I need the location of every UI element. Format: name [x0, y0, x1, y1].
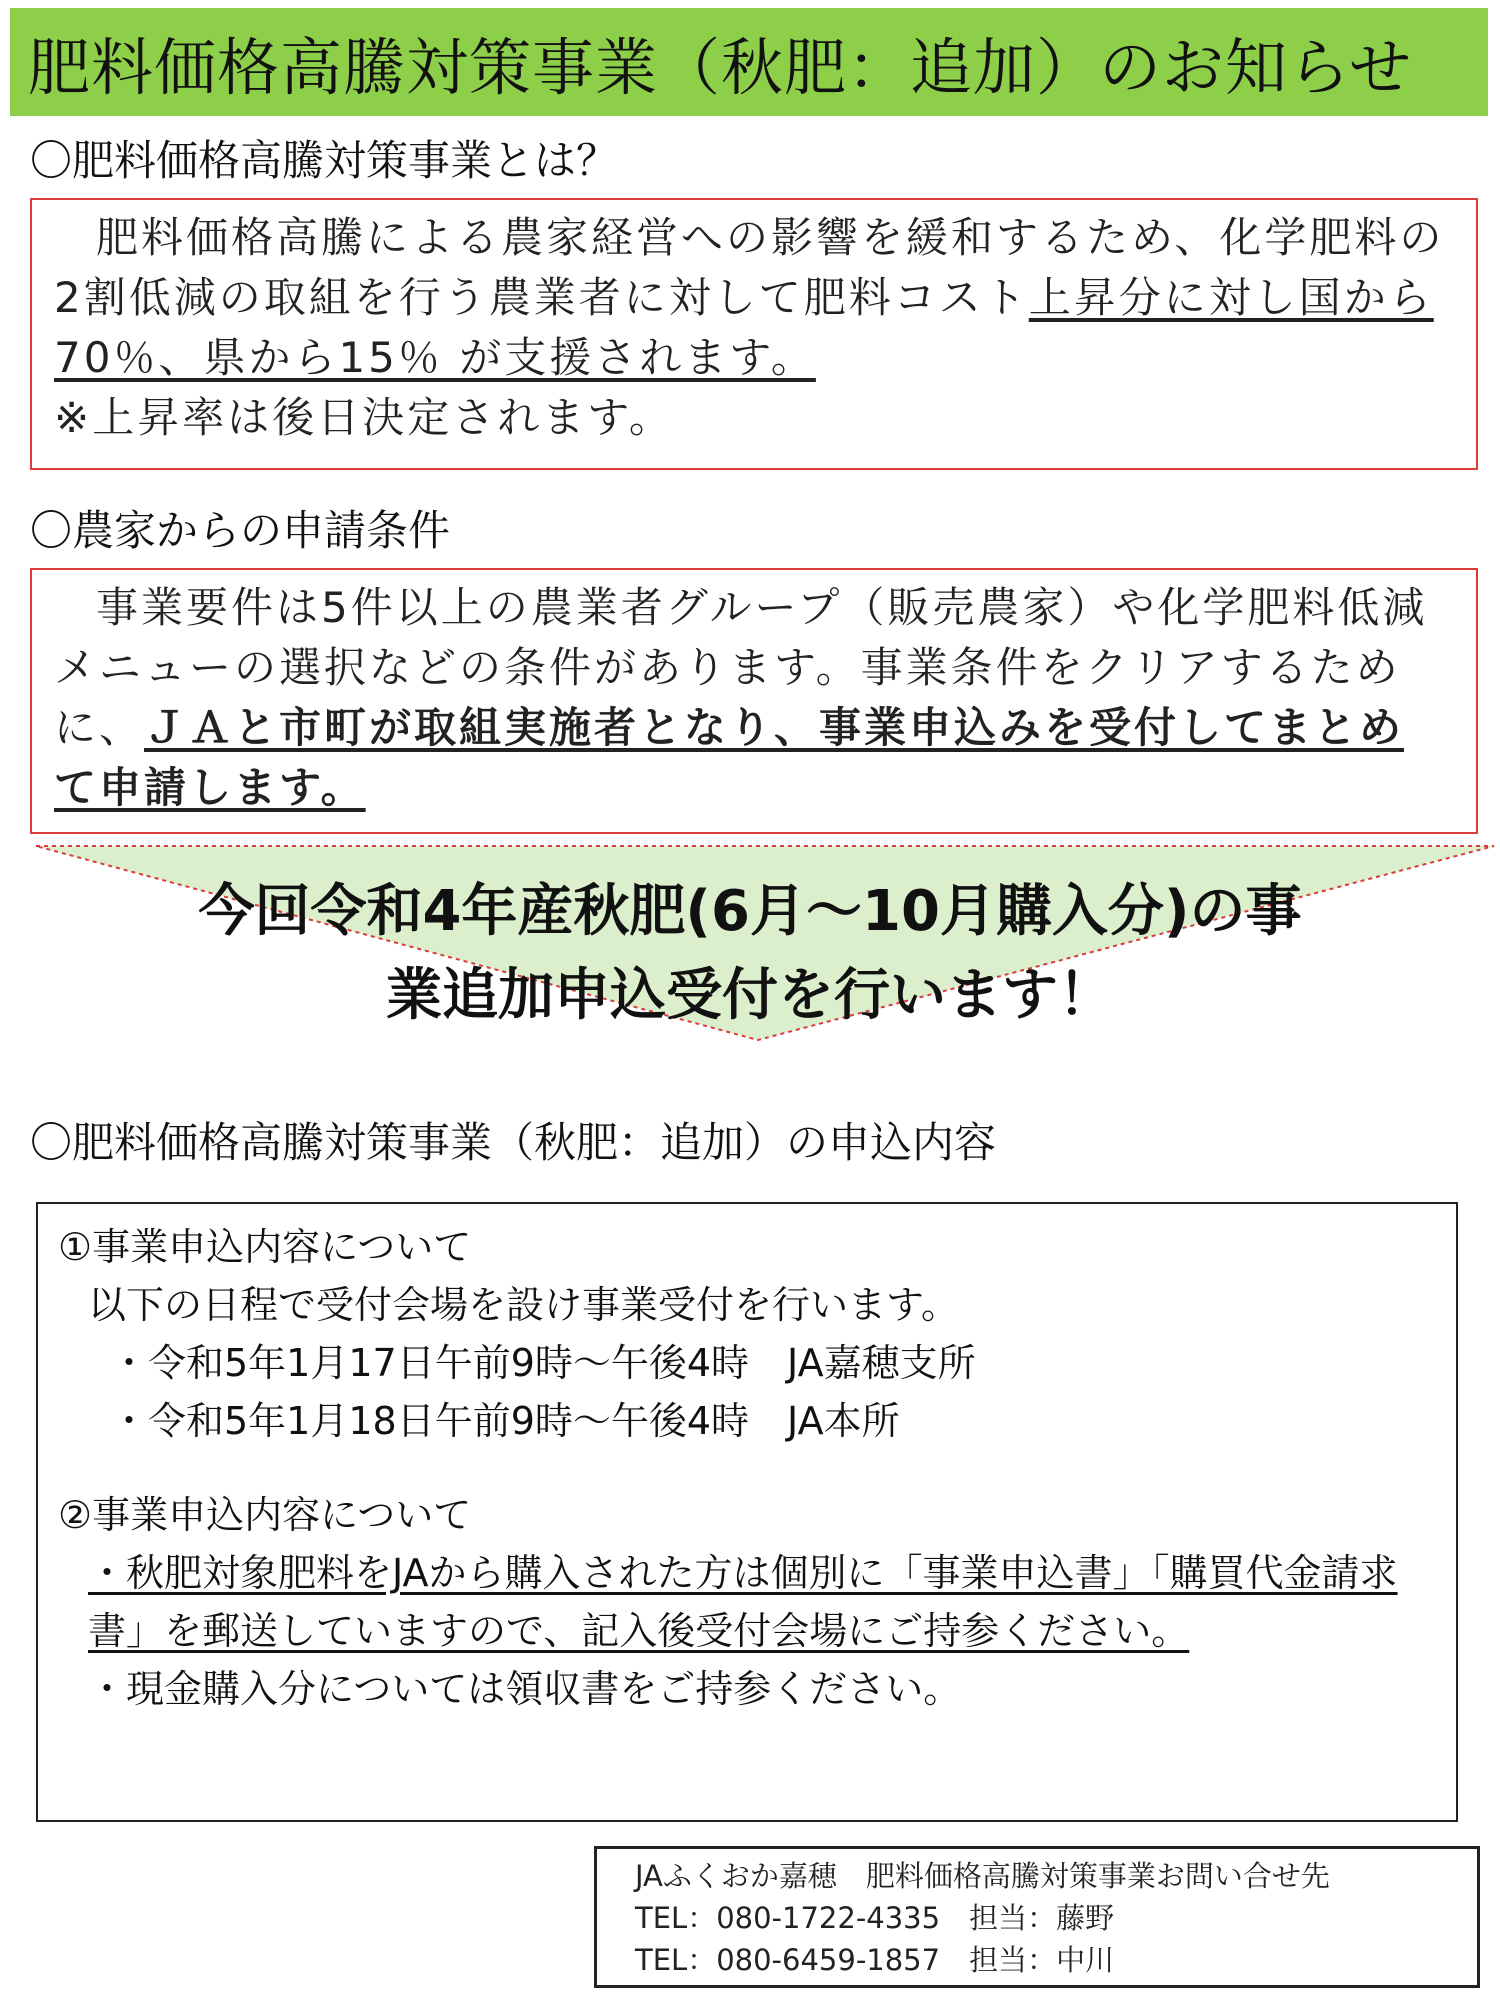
section2-heading: 〇農家からの申請条件 [30, 506, 451, 555]
schedule-1: ・令和5年1月17日午前9時～午後4時 JA嘉穂支所 [110, 1341, 976, 1385]
section2-body: 事業要件は5件以上の農業者グループ（販売農家）や化学肥料低減メニューの選択などの条件があります。事業条件をクリアするために、 [54, 583, 1428, 752]
contact-box [594, 1846, 1480, 1988]
section1-line1: 肥料価格高騰による農家経営への影響を緩和するため、化学肥料の2割低減の取組を行う農業者に対して肥料コスト [54, 213, 1445, 322]
section1-support-text: 上昇分に対し国から70％、県から15％ が支援されます。 [54, 273, 1434, 382]
contact-org: JAふくおか嘉穂 肥料価格高騰対策事業お問い合せ先 [635, 1859, 1330, 1893]
item1-intro: 以下の日程で受付会場を設け事業受付を行います。 [88, 1283, 959, 1327]
item2-title: ②事業申込内容について [58, 1493, 472, 1537]
page-title: 肥料価格高騰対策事業（秋肥：追加）のお知らせ [28, 30, 1413, 104]
announcement-line2: 業追加申込受付を行います！ [386, 963, 1114, 1028]
section2-emphasis: ＪＡと市町が取組実施者となり、事業申込みを受付してまとめて申請します。 [54, 703, 1405, 812]
contact-tel-1: TEL：080-1722-4335 担当：藤野 [635, 1901, 1115, 1935]
announcement-line1: 今回令和4年産秋肥(6月～10月購入分)の事 [198, 879, 1302, 944]
schedule-2: ・令和5年1月18日午前9時～午後4時 JA本所 [110, 1399, 900, 1443]
application-details-box [36, 1202, 1458, 1822]
item2-note2: ・現金購入分については領収書をご持参ください。 [88, 1667, 962, 1711]
item2-note1: ・秋肥対象肥料をJAから購入された方は個別に「事業申込書」「購買代金請求書」を郵送していますので、記入後受付会場にご持参ください。 [88, 1551, 1398, 1653]
section1-note: ※上昇率は後日決定されます。 [54, 393, 674, 442]
section1-heading: 〇肥料価格高騰対策事業とは？ [30, 136, 619, 185]
item1-title: ①事業申込内容について [58, 1225, 472, 1269]
section3-heading: 〇肥料価格高騰対策事業（秋肥：追加）の申込内容 [30, 1118, 997, 1167]
contact-tel-2: TEL：080-6459-1857 担当：中川 [635, 1943, 1115, 1977]
announcement [0, 870, 1500, 1038]
spacer [58, 1450, 1436, 1486]
